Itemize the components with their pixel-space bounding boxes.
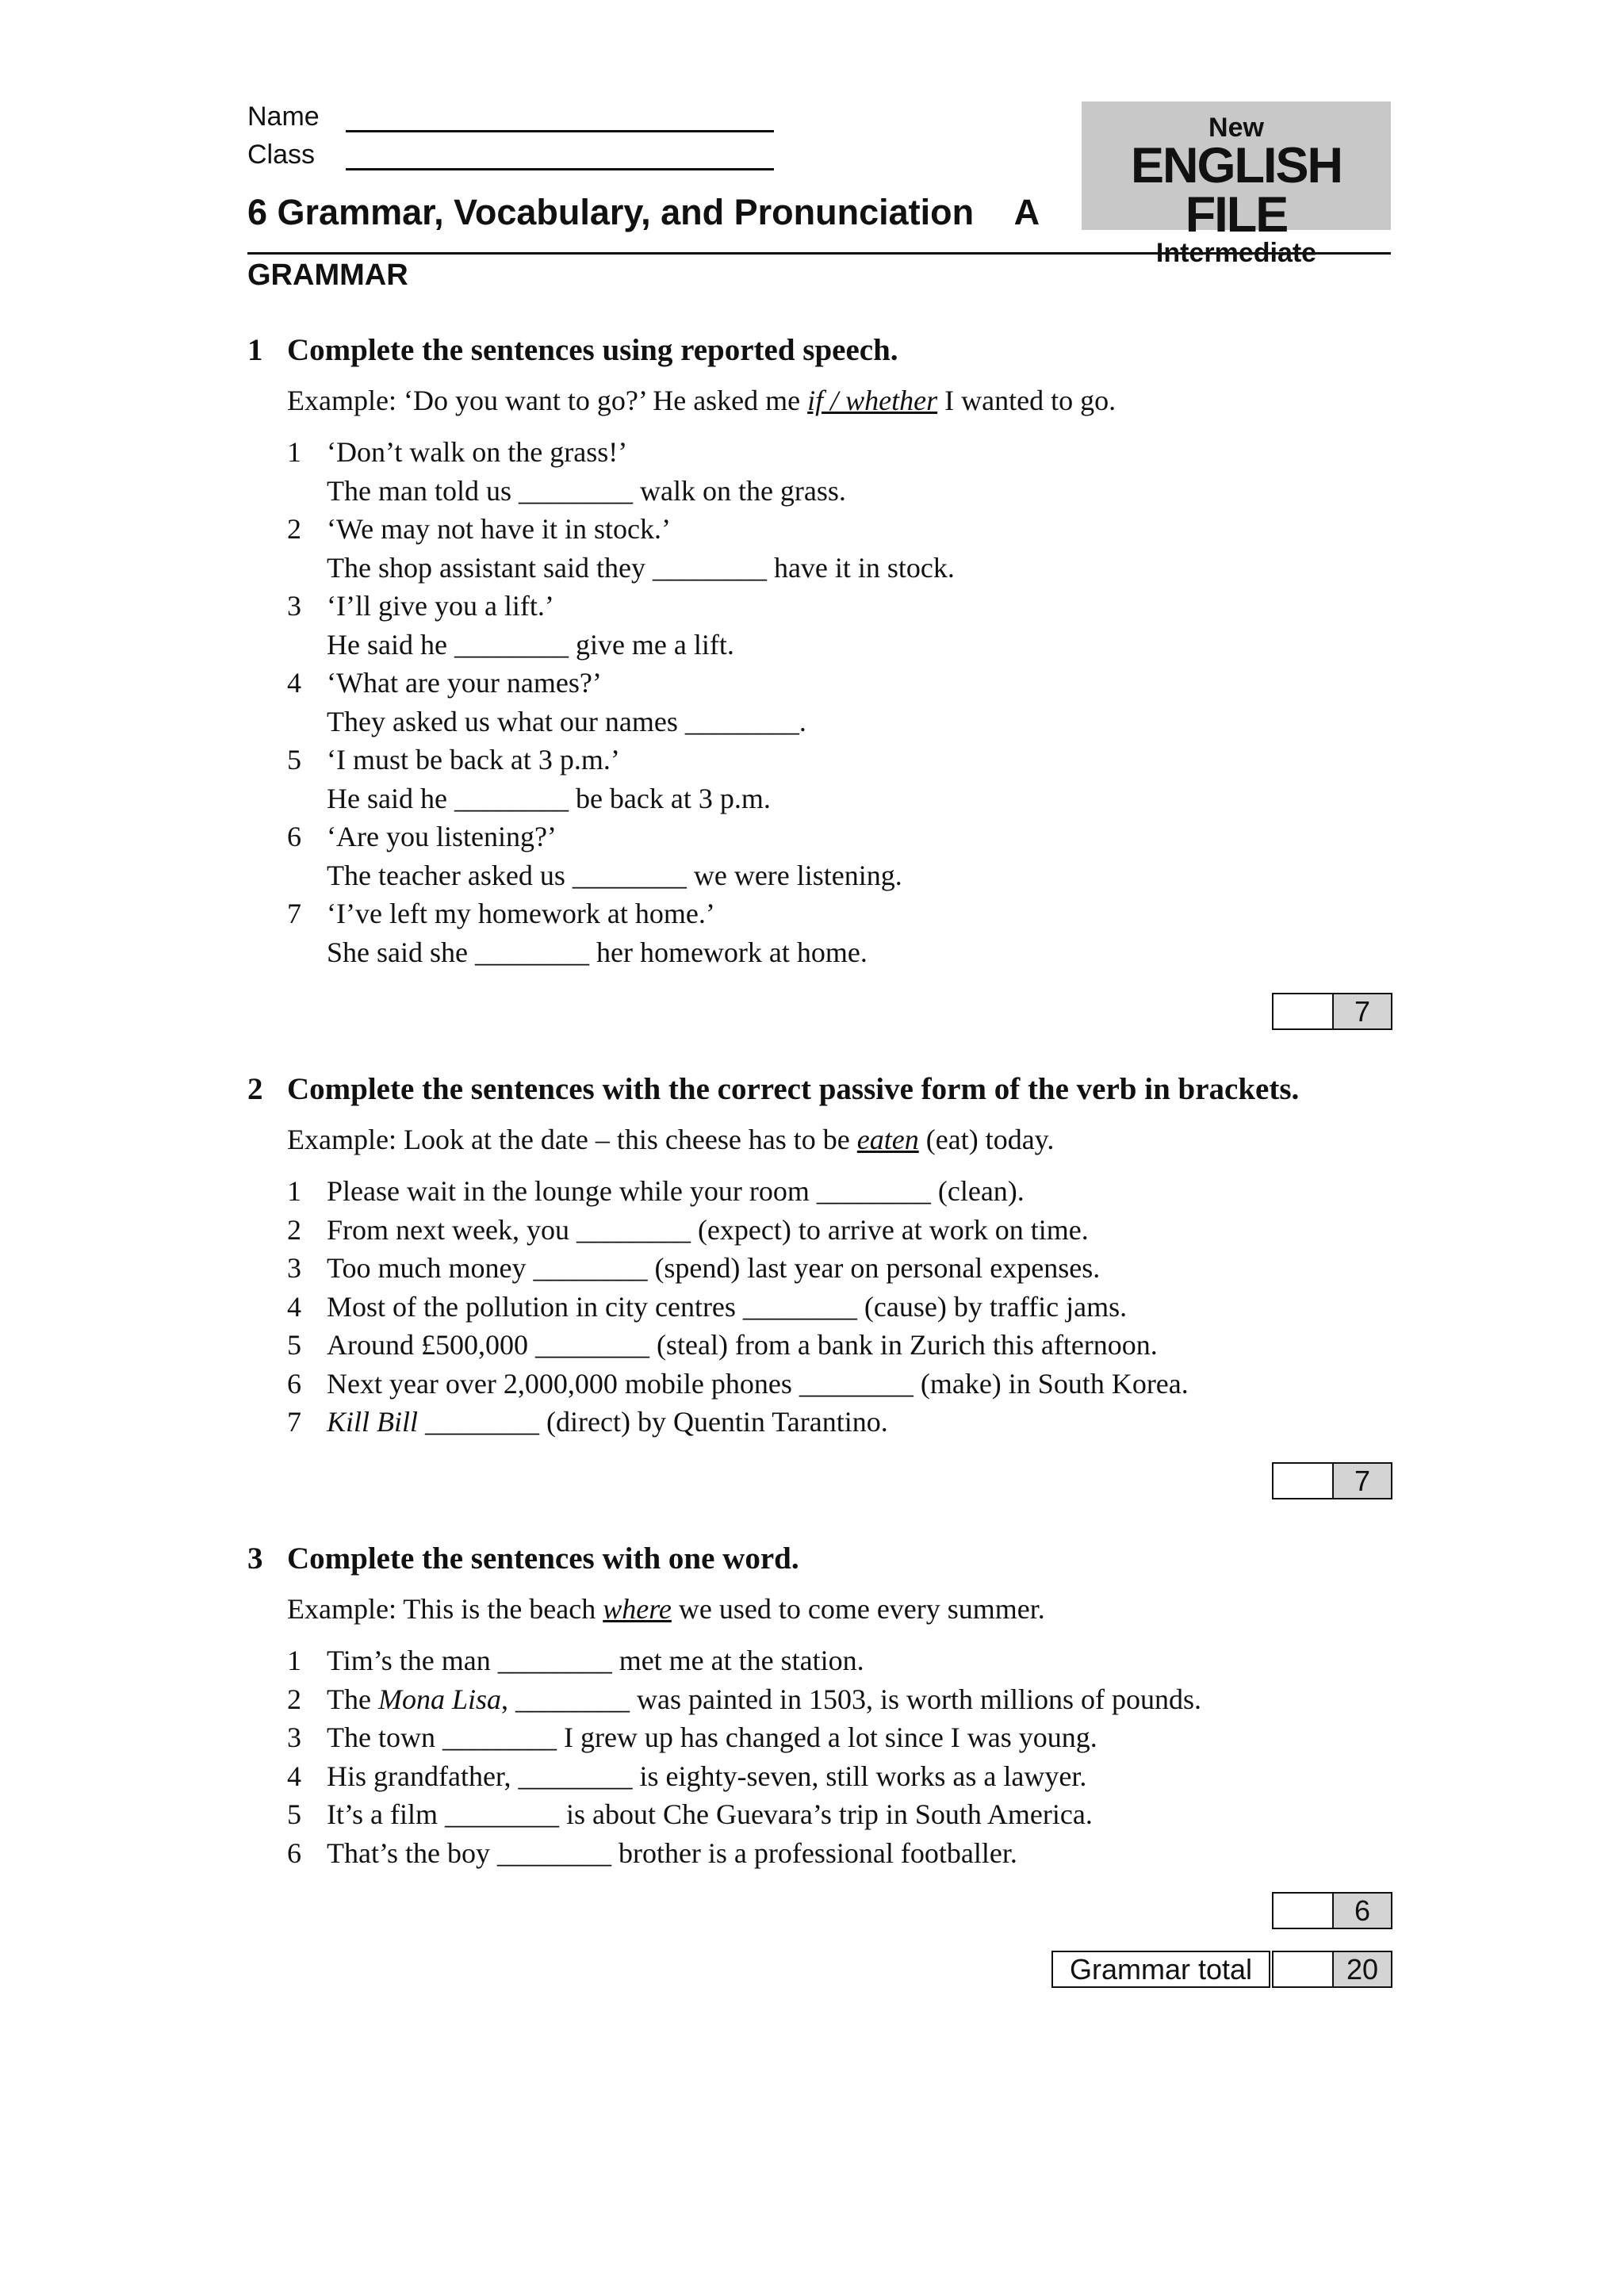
question-number: 4 (287, 1760, 301, 1792)
exercise-number: 3 (247, 1541, 263, 1576)
question-item (247, 1288, 1405, 1327)
score-max: 6 (1332, 1892, 1392, 1929)
logo-line-3: Intermediate (1155, 238, 1317, 268)
question-item (247, 1718, 1405, 1757)
question-item (247, 741, 1405, 818)
question-quote: ‘Don’t walk on the grass!’ (327, 436, 628, 468)
question-prompt[interactable]: Please wait in the lounge while your room ________ (clean). (327, 1175, 1025, 1207)
question-item (247, 1326, 1405, 1365)
exercise-2-score (1272, 1462, 1391, 1498)
question-prompt[interactable]: Most of the pollution in city centres ________ (cause) by traffic jams. (327, 1290, 1128, 1323)
example-text: we used to come every summer. (671, 1593, 1045, 1625)
example-answer: if / whether (807, 385, 938, 416)
question-item (247, 1172, 1405, 1211)
exercise-1 (247, 331, 1405, 971)
title-rule (247, 252, 1391, 255)
question-number: 2 (287, 513, 301, 545)
question-item (247, 1641, 1405, 1680)
example-text: (eat) today. (918, 1124, 1055, 1155)
exercise-number: 1 (247, 333, 263, 367)
question-item (247, 894, 1405, 971)
question-quote: ‘I’ve left my homework at home.’ (327, 898, 715, 929)
grammar-total-input-box[interactable] (1272, 1951, 1334, 1988)
question-item (247, 664, 1405, 741)
grammar-total-score (1055, 1951, 1391, 1986)
grammar-total-label: Grammar total (1051, 1951, 1270, 1988)
question-number: 6 (287, 1836, 301, 1869)
class-line[interactable] (346, 168, 774, 170)
question-item (247, 1757, 1405, 1796)
logo-line-2: ENGLISH FILE (1130, 138, 1342, 243)
exercise-3 (247, 1540, 1405, 1872)
question-number: 1 (287, 436, 301, 468)
exercise-3-heading (247, 1540, 1405, 1578)
question-prompt[interactable]: That’s the boy ________ brother is a professional footballer. (327, 1836, 1017, 1869)
question-number: 5 (287, 1329, 301, 1361)
question-item (247, 1365, 1405, 1404)
title-text: Grammar, Vocabulary, and Pronunciation (277, 192, 975, 232)
example-text: I wanted to go. (937, 385, 1116, 416)
question-number: 1 (287, 1175, 301, 1207)
question-quote: ‘I must be back at 3 p.m.’ (327, 744, 620, 776)
grammar-total-max: 20 (1332, 1951, 1392, 1988)
question-number: 2 (287, 1683, 301, 1715)
question-prompt[interactable]: He said he ________ be back at 3 p.m. (327, 782, 771, 814)
score-max: 7 (1332, 1462, 1392, 1499)
question-item (247, 433, 1405, 510)
question-item (247, 510, 1405, 587)
question-quote: ‘What are your names?’ (327, 667, 602, 699)
example-answer: eaten (856, 1124, 919, 1155)
exercise-1-score (1272, 993, 1391, 1028)
example-text: Example: This is the beach (287, 1593, 603, 1625)
name-line[interactable] (346, 130, 774, 132)
painting-title: Mona Lisa (377, 1683, 501, 1715)
question-text: The (327, 1683, 378, 1715)
question-item (247, 587, 1405, 664)
question-prompt[interactable]: The teacher asked us ________ we were listening. (327, 859, 902, 891)
question-prompt[interactable]: The town ________ I grew up has changed a lot since I was young. (327, 1721, 1097, 1753)
score-input-box[interactable] (1272, 1892, 1334, 1929)
question-item (247, 1249, 1405, 1288)
question-number: 4 (287, 667, 301, 699)
film-title: Kill Bill (327, 1406, 419, 1438)
section-heading: GRAMMAR (247, 259, 408, 292)
question-prompt[interactable]: Around £500,000 ________ (steal) from a bank in Zurich this afternoon. (327, 1329, 1158, 1361)
question-item (247, 1211, 1405, 1250)
exercise-instruction: Complete the sentences with the correct passive form of the verb in brackets. (287, 1072, 1300, 1106)
question-number: 7 (287, 898, 301, 929)
exercise-number: 2 (247, 1072, 263, 1106)
question-prompt[interactable]: They asked us what our names ________. (327, 705, 806, 737)
question-item (247, 1834, 1405, 1873)
question-number: 6 (287, 821, 301, 852)
question-prompt[interactable]: The man told us ________ walk on the grass. (327, 474, 846, 507)
exercise-3-example (287, 1591, 1405, 1627)
question-prompt[interactable] (327, 1403, 1405, 1442)
exercise-3-score (1272, 1892, 1391, 1928)
score-input-box[interactable] (1272, 993, 1334, 1030)
example-text: Example: Look at the date – this cheese has to be (287, 1124, 857, 1155)
question-prompt[interactable] (327, 1680, 1405, 1719)
question-item (247, 1680, 1405, 1719)
question-number: 3 (287, 590, 301, 622)
example-answer: where (603, 1593, 672, 1625)
question-number: 6 (287, 1367, 301, 1400)
question-prompt[interactable]: Too much money ________ (spend) last year on personal expenses. (327, 1252, 1101, 1284)
question-prompt[interactable]: She said she ________ her homework at home. (327, 936, 868, 968)
question-text: , ________ was painted in 1503, is worth millions of pounds. (501, 1683, 1201, 1715)
title-form: A (1013, 192, 1040, 232)
question-item (247, 1795, 1405, 1834)
question-prompt[interactable]: He said he ________ give me a lift. (327, 628, 734, 661)
title-number: 6 (247, 192, 268, 232)
question-number: 3 (287, 1252, 301, 1284)
name-label: Name (247, 101, 320, 132)
exercise-1-heading (247, 331, 1405, 370)
question-number: 5 (287, 744, 301, 776)
logo-line-1: New (1208, 113, 1264, 143)
question-number: 7 (287, 1406, 301, 1438)
question-item (247, 818, 1405, 894)
question-text: ________ (direct) by Quentin Tarantino. (418, 1406, 888, 1438)
question-number: 5 (287, 1798, 301, 1830)
example-text: Example: ‘Do you want to go?’ He asked me (287, 385, 808, 416)
question-prompt[interactable]: His grandfather, ________ is eighty-seven, still works as a lawyer. (327, 1760, 1087, 1792)
question-prompt[interactable]: It’s a film ________ is about Che Guevara’s trip in South America. (327, 1798, 1093, 1830)
question-number: 2 (287, 1213, 301, 1246)
score-max: 7 (1332, 993, 1392, 1030)
question-prompt[interactable]: The shop assistant said they ________ have it in stock. (327, 551, 955, 584)
class-field[interactable] (247, 140, 346, 170)
exercise-instruction: Complete the sentences using reported speech. (287, 333, 898, 367)
exercise-2-heading (247, 1070, 1405, 1109)
question-number: 3 (287, 1721, 301, 1753)
exercise-2 (247, 1070, 1405, 1442)
exercise-1-example (287, 382, 1405, 419)
question-number: 4 (287, 1290, 301, 1323)
exercise-2-example (287, 1121, 1405, 1158)
question-number: 1 (287, 1645, 301, 1676)
name-field[interactable] (247, 101, 346, 132)
score-input-box[interactable] (1272, 1462, 1334, 1499)
question-quote: ‘Are you listening?’ (327, 821, 557, 852)
class-label: Class (247, 140, 316, 170)
question-prompt[interactable]: From next week, you ________ (expect) to arrive at work on time. (327, 1213, 1089, 1246)
question-prompt[interactable]: Tim’s the man ________ met me at the station. (327, 1645, 864, 1676)
page-title (247, 192, 1040, 233)
question-item (247, 1403, 1405, 1442)
question-quote: ‘We may not have it in stock.’ (327, 513, 671, 545)
question-quote: ‘I’ll give you a lift.’ (327, 590, 554, 622)
exercise-instruction: Complete the sentences with one word. (287, 1541, 799, 1576)
question-prompt[interactable]: Next year over 2,000,000 mobile phones ________ (make) in South Korea. (327, 1367, 1189, 1400)
english-file-logo (1082, 101, 1391, 268)
